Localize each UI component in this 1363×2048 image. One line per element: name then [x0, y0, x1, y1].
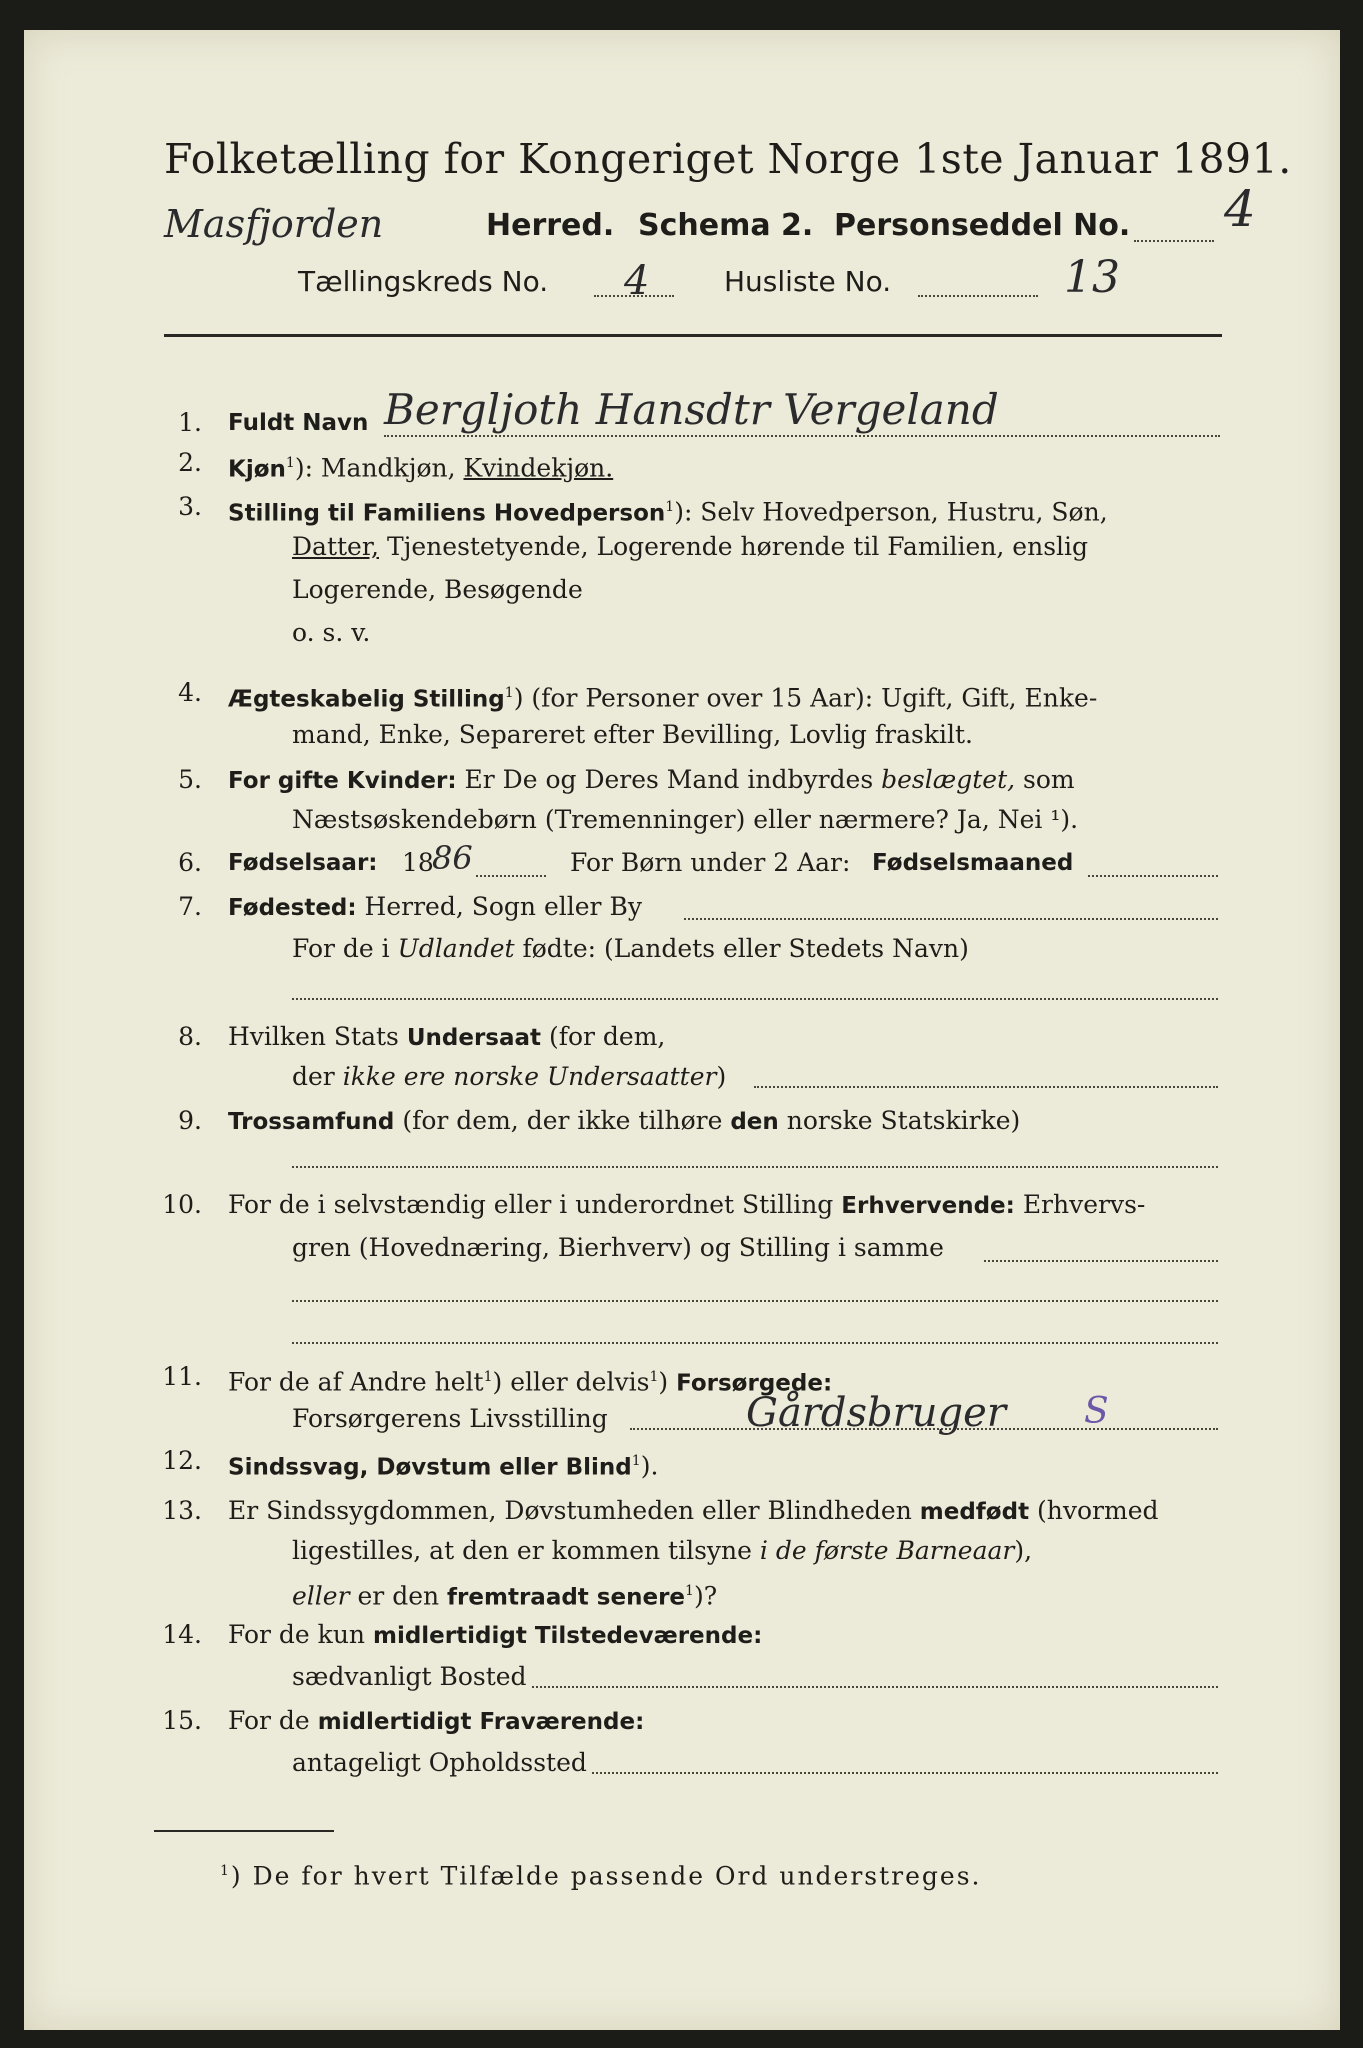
q9-line	[228, 1106, 1020, 1137]
q11-mark: S	[1084, 1391, 1109, 1432]
q12-number: 12.	[162, 1446, 202, 1475]
q5-text1b: som	[1023, 765, 1075, 794]
q11-number: 11.	[162, 1362, 202, 1391]
q14-number: 14.	[162, 1620, 202, 1649]
q3-selected-option: Datter,	[292, 532, 379, 561]
q4-label: Ægteskabelig Stilling	[228, 686, 505, 713]
q7-italic: Udlandet	[397, 934, 515, 963]
q5-label: For gifte Kvinder:	[228, 768, 457, 794]
q1-number: 1.	[178, 408, 202, 437]
q6-label2: Fødselsmaaned	[872, 850, 1074, 876]
q13-text1b: (hvormed	[1037, 1496, 1159, 1525]
q3-number: 3.	[178, 492, 202, 521]
q9-label: Trossamfund	[228, 1109, 395, 1135]
q15-label: midlertidigt Fraværende:	[317, 1709, 645, 1735]
q4-text2: mand, Enke, Separeret efter Bevilling, Lovlig fraskilt.	[292, 720, 973, 749]
q2-text: ): Mandkjøn,	[294, 453, 456, 483]
q11-line1: For de af Andre helt$^1$) eller delvis$^1$) Forsørgede:	[228, 1367, 833, 1397]
q7-text2: For de i	[292, 934, 390, 963]
footnote-rule	[154, 1830, 334, 1832]
q11-label: Forsørgede:	[676, 1370, 833, 1397]
footnote: $^1$) De for hvert Tilfælde passende Ord understreges.	[220, 1861, 982, 1891]
q8-text2: (for dem,	[548, 1022, 666, 1051]
q10-number: 10.	[162, 1190, 202, 1219]
q3-line2	[292, 532, 1088, 562]
q6-label: Fødselsaar:	[228, 850, 378, 876]
q13-text2: ligestilles, at den er kommen tilsyne	[292, 1536, 752, 1565]
q7-line2	[292, 934, 969, 964]
q2-number: 2.	[178, 448, 202, 477]
q3-label: Stilling til Familiens Hovedperson	[228, 500, 666, 527]
herred-label: Herred.	[486, 208, 615, 243]
q3-text1: ): Selv Hovedperson, Hustru, Søn,	[674, 497, 1108, 527]
husliste-label: Husliste No.	[724, 265, 892, 298]
q15-text2: antageligt Opholdssted	[292, 1748, 587, 1777]
q13-number: 13.	[162, 1496, 202, 1525]
q4-text1: ) (for Personer over 15 Aar): Ugift, Gift, Enke-	[513, 683, 1098, 713]
q1-value: Bergljoth Hansdtr Vergeland	[384, 385, 999, 434]
q15-text1: For de	[228, 1706, 310, 1735]
q3-line1: Stilling til Familiens Hovedperson$^1$): Selv Hovedperson, Hustru, Søn,	[228, 497, 1108, 527]
q8-line2: der ikke ere norske Undersaatter)	[292, 1062, 727, 1091]
q15-line1	[228, 1706, 644, 1737]
q8-text3: der	[292, 1062, 335, 1091]
q13-line2: ligestilles, at den er kommen tilsyne i de første Barneaar),	[292, 1536, 1033, 1565]
q11-text1b: eller delvis	[510, 1367, 650, 1397]
q9-number: 9.	[178, 1106, 202, 1135]
q13-italic2: eller	[292, 1581, 350, 1611]
q11-text2: Forsørgerens Livsstilling	[292, 1404, 608, 1433]
q4-number: 4.	[178, 678, 202, 707]
q8-italic: ikke ere norske Undersaatter	[342, 1062, 717, 1091]
q4-line1: Ægteskabelig Stilling$^1$) (for Personer over 15 Aar): Ugift, Gift, Enke-	[228, 683, 1098, 713]
form-title: Folketælling for Kongeriget Norge 1ste Januar 1891.	[164, 135, 1292, 183]
q7-label: Fødested:	[228, 895, 357, 921]
q13-line1	[228, 1496, 1159, 1527]
q12-line: Sindssvag, Døvstum eller Blind$^1$).	[228, 1451, 659, 1481]
q7-number: 7.	[178, 892, 202, 921]
q8-number: 8.	[178, 1022, 202, 1051]
q14-label: midlertidigt Tilstedeværende:	[372, 1623, 763, 1649]
kreds-label: Tællingskreds No.	[298, 265, 549, 298]
q12-label: Sindssvag, Døvstum eller Blind	[228, 1454, 632, 1481]
q5-number: 5.	[178, 765, 202, 794]
q7-line1	[228, 892, 642, 923]
q10-line1	[228, 1190, 1145, 1221]
census-form-sheet	[24, 30, 1340, 2030]
q13-label: medfødt	[919, 1499, 1030, 1525]
q5-italic: beslægtet,	[881, 765, 1016, 794]
q11-text1: For de af Andre helt	[228, 1367, 484, 1397]
q6-number: 6.	[178, 848, 202, 877]
q9-bold2: den	[730, 1109, 779, 1135]
q5-text1: Er De og Deres Mand indbyrdes	[464, 765, 874, 794]
q6-prefix: 18	[402, 848, 434, 877]
q10-text2: gren (Hovednæring, Bierhverv) og Stilling i samme	[292, 1233, 944, 1262]
schema-label: Schema 2.	[638, 208, 814, 243]
q5-line1	[228, 765, 1075, 796]
husliste-value: 13	[1064, 252, 1120, 303]
q2-label: Kjøn	[228, 456, 286, 483]
q3-text4: o. s. v.	[292, 618, 371, 647]
q7-text3: fødte: (Landets eller Stedets Navn)	[522, 934, 969, 963]
q2-line: Kjøn$^1$): Mandkjøn, Kvindekjøn.	[228, 453, 614, 483]
q6-text: For Børn under 2 Aar:	[570, 848, 851, 877]
q15-number: 15.	[162, 1706, 202, 1735]
q8-label: Undersaat	[406, 1025, 542, 1051]
q8-text1: Hvilken Stats	[228, 1022, 399, 1051]
q13-text1: Er Sindssygdommen, Døvstumheden eller Blindheden	[228, 1496, 912, 1525]
q7-text1: Herred, Sogn eller By	[364, 892, 642, 921]
kreds-value: 4	[624, 258, 650, 304]
q3-text2: Tjenestetyende, Logerende hørende til Familien, enslig	[386, 532, 1089, 561]
q13-label2: fremtraadt senere	[447, 1584, 686, 1611]
q13-italic: i de første Barneaar	[759, 1536, 1015, 1565]
q8-line1	[228, 1022, 665, 1053]
q9-text: (for dem, der ikke tilhøre	[402, 1106, 723, 1135]
q6-value: 86	[432, 839, 473, 877]
q10-text1: For de i selvstændig eller i underordnet Stilling	[228, 1190, 834, 1219]
personseddel-label: Personseddel No.	[834, 208, 1131, 243]
q10-text1b: Erhvervs-	[1022, 1190, 1146, 1219]
q13-text3: er den	[357, 1581, 440, 1611]
q9-text2: norske Statskirke)	[786, 1106, 1021, 1135]
q5-text2: Næstsøskendebørn (Tremenninger) eller nærmere? Ja, Nei ¹).	[292, 805, 1079, 834]
herred-value: Masfjorden	[164, 202, 384, 246]
q3-text3: Logerende, Besøgende	[292, 575, 583, 604]
q14-text1: For de kun	[228, 1620, 366, 1649]
personseddel-value: 4	[1224, 180, 1256, 238]
q10-label: Erhvervende:	[841, 1193, 1015, 1219]
q11-value: Gårdsbruger	[746, 1390, 1006, 1436]
q13-line3: eller er den fremtraadt senere$^1$)?	[292, 1581, 718, 1611]
q14-line1	[228, 1620, 762, 1651]
footnote-text: De for hvert Tilfælde passende Ord understreges.	[252, 1861, 982, 1891]
q14-text2: sædvanligt Bosted	[292, 1662, 527, 1691]
q1-label: Fuldt Navn	[228, 410, 369, 436]
q2-selected-option: Kvindekjøn.	[463, 453, 614, 483]
header-rule	[164, 334, 1222, 337]
